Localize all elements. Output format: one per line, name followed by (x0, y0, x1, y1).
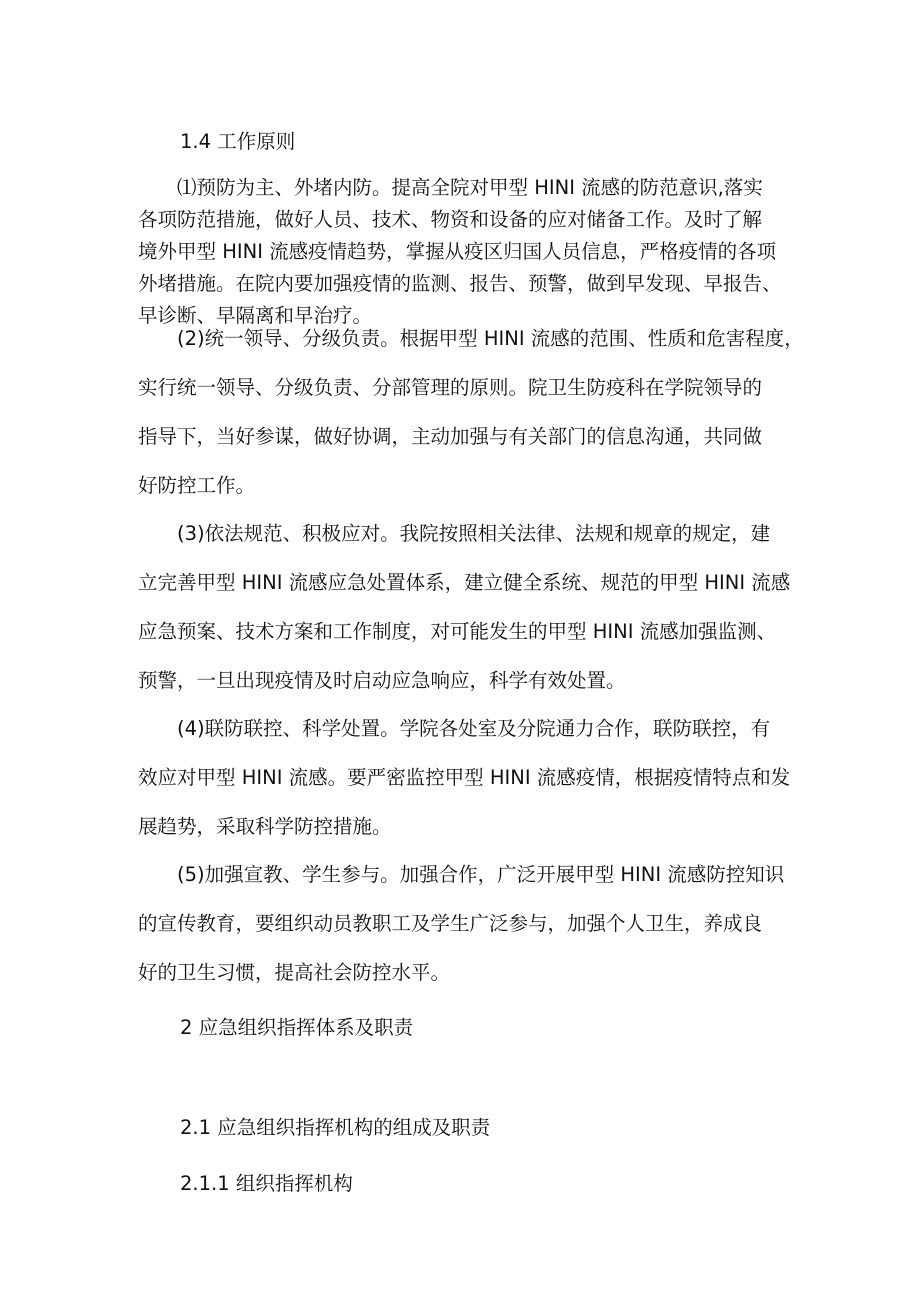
text-line: 的宣传教育，要组织动员教职工及学生广泛参与，加强个人卫生，养成良 (138, 912, 763, 935)
section-heading-2-1: 2.1 应急组织指挥机构的组成及职责 (180, 1116, 491, 1139)
text-line: 立完善甲型 HINI 流感应急处置体系，建立健全系统、规范的甲型 HINI 流感 (138, 571, 791, 594)
text-line: 境外甲型 HINI 流感疫情趋势，掌握从疫区归国人员信息，严格疫情的各项 (138, 240, 777, 263)
text-line: (5)加强宣教、学生参与。加强合作，广泛开展甲型 HINI 流感防控知识 (177, 863, 785, 886)
text-line: 应急预案、技术方案和工作制度，对可能发生的甲型 HINI 流感加强监测、 (138, 620, 777, 643)
paragraph-joint-control (138, 704, 791, 851)
text-line: (3)依法规范、积极应对。我院按照相关法律、法规和规章的规定，建 (177, 522, 771, 545)
section-heading-2-1-1: 2.1.1 组织指挥机构 (180, 1172, 353, 1195)
section-heading-1-4: 1.4 工作原则 (180, 130, 296, 153)
text-line: 好防控工作。 (138, 474, 256, 497)
text-line: 效应对甲型 HINI 流感。要严密监控甲型 HINI 流感疫情，根据疫情特点和发 (138, 766, 791, 789)
paragraph-prevention (138, 172, 788, 332)
text-line: 预警，一旦出现疫情及时启动应急响应，科学有效处置。 (138, 669, 626, 692)
text-line: 早诊断、早隔离和早治疗。 (138, 304, 373, 327)
text-line: (2)统一领导、分级负责。根据甲型 HINI 流感的范围、性质和危害程度， (177, 327, 804, 350)
text-line: 实行统一领导、分级负责、分部管理的原则。院卫生防疫科在学院领导的 (138, 376, 763, 399)
paragraph-lawful-response (138, 509, 791, 705)
text-line: 各项防范措施，做好人员、技术、物资和设备的应对储备工作。及时了解 (138, 208, 763, 231)
text-line: ⑴预防为主、外堵内防。提高全院对甲型 HINI 流感的防范意识,落实 (177, 176, 763, 199)
paragraph-unified-leadership (138, 314, 804, 510)
text-line: 展趋势，采取科学防控措施。 (138, 815, 392, 838)
text-line: 指导下，当好参谋，做好协调，主动加强与有关部门的信息沟通，共同做 (138, 425, 763, 448)
text-line: (4)联防联控、科学处置。学院各处室及分院通力合作，联防联控，有 (177, 717, 771, 740)
section-heading-2: 2 应急组织指挥体系及职责 (180, 1016, 414, 1039)
text-line: 好的卫生习惯，提高社会防控水平。 (138, 961, 451, 984)
text-line: 外堵措施。在院内要加强疫情的监测、报告、预警，做到早发现、早报告、 (138, 272, 782, 295)
paragraph-education (138, 850, 788, 997)
